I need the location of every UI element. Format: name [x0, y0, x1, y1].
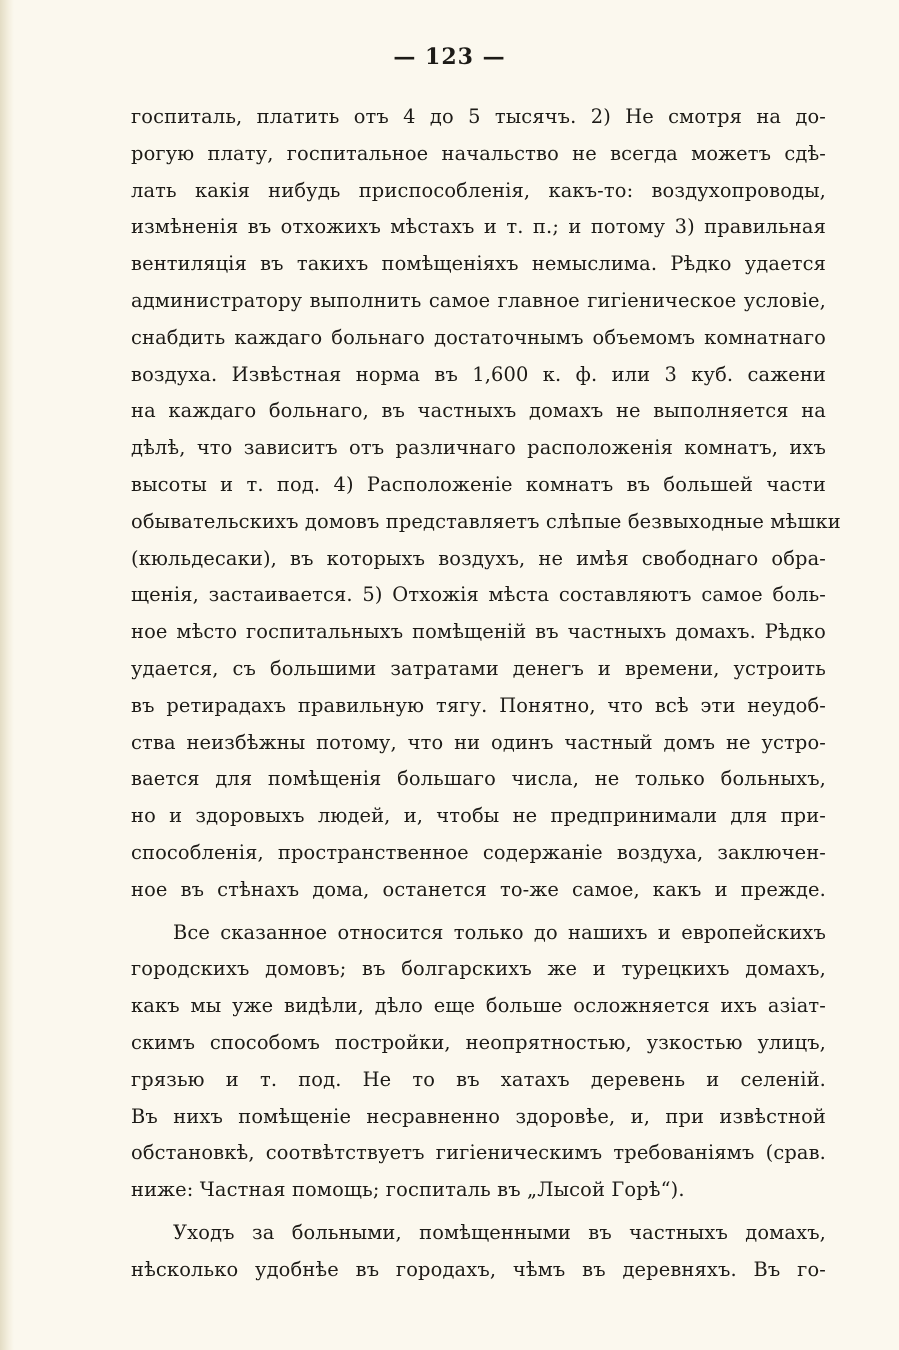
text-line: ниже: Частная помощь; госпиталь въ „Лысой Горѣ“).	[131, 1178, 685, 1202]
page-edge-shadow	[0, 0, 14, 1350]
text-line: щенія, застаивается. 5) Отхожія мѣста составляютъ самое боль-	[131, 583, 826, 607]
body-text	[131, 99, 841, 1289]
text-line: дѣлѣ, что зависитъ отъ различнаго расположенія комнатъ, ихъ	[131, 436, 826, 460]
paragraph-2	[131, 915, 826, 1209]
text-line: удается, съ большими затратами денегъ и времени, устроить	[131, 656, 826, 680]
text-line: Уходъ за больными, помѣщенными въ частныхъ домахъ,	[173, 1220, 826, 1244]
page-number: — 123 —	[393, 44, 506, 70]
text-line: но и здоровыхъ людей, и, чтобы не предпринимали для при-	[131, 804, 826, 828]
paragraph-3	[131, 1215, 826, 1289]
text-line: обывательскихъ домовъ представляетъ слѣпые безвыходные мѣшки	[131, 509, 841, 533]
text-line: городскихъ домовъ; въ болгарскихъ же и турецкихъ домахъ,	[131, 957, 826, 981]
text-line: вентиляція въ такихъ помѣщеніяхъ немыслима. Рѣдко удается	[131, 252, 826, 276]
text-line: въ ретирадахъ правильную тягу. Понятно, что всѣ эти неудоб-	[131, 693, 826, 717]
text-line: способленія, пространственное содержаніе воздуха, заключен-	[131, 840, 826, 864]
text-line: высоты и т. под. 4) Расположеніе комнатъ въ большей части	[131, 472, 826, 496]
text-line: госпиталь, платить отъ 4 до 5 тысячъ. 2) Не смотря на до-	[131, 105, 826, 128]
text-line: вается для помѣщенія большаго числа, не только больныхъ,	[131, 767, 826, 791]
text-line: лать какія нибудь приспособленія, какъ-то: воздухопроводы,	[131, 178, 826, 202]
text-line: нѣсколько удобнѣе въ городахъ, чѣмъ въ деревняхъ. Въ го-	[131, 1257, 826, 1281]
text-line: снабдить каждаго больнаго достаточнымъ объемомъ комнатнаго	[131, 325, 826, 349]
text-line: ства неизбѣжны потому, что ни одинъ частный домъ не устро-	[131, 730, 826, 754]
text-line: грязью и т. под. Не то въ хатахъ деревень и селеній.	[131, 1067, 826, 1091]
text-line: ное въ стѣнахъ дома, останется то-же самое, какъ и прежде.	[131, 877, 826, 901]
text-line: обстановкѣ, соотвѣтствуетъ гигіеническимъ требованіямъ (срав.	[131, 1141, 826, 1165]
text-line: рогую плату, госпитальное начальство не всегда можетъ сдѣ-	[131, 141, 826, 165]
text-line: скимъ способомъ постройки, неопрятностью, узкостью улицъ,	[131, 1030, 826, 1054]
text-line: администратору выполнить самое главное гигіеническое условіе,	[131, 288, 826, 312]
text-line: (кюльдесаки), въ которыхъ воздухъ, не имѣя свободнаго обра-	[131, 546, 826, 570]
text-line: Все сказанное относится только до нашихъ и европейскихъ	[173, 920, 826, 944]
paragraph-1	[131, 99, 841, 909]
text-line: измѣненія въ отхожихъ мѣстахъ и т. п.; и потому 3) правильная	[131, 215, 826, 239]
text-line: ное мѣсто госпитальныхъ помѣщеній въ частныхъ домахъ. Рѣдко	[131, 620, 826, 644]
text-line: на каждаго больнаго, въ частныхъ домахъ не выполняется на	[131, 399, 826, 423]
text-line: Въ нихъ помѣщеніе несравненно здоровѣе, и, при извѣстной	[131, 1104, 826, 1128]
text-line: воздуха. Извѣстная норма въ 1,600 к. ф. или 3 куб. сажени	[131, 362, 826, 386]
text-line: какъ мы уже видѣли, дѣло еще больше осложняется ихъ азіат-	[131, 994, 826, 1018]
